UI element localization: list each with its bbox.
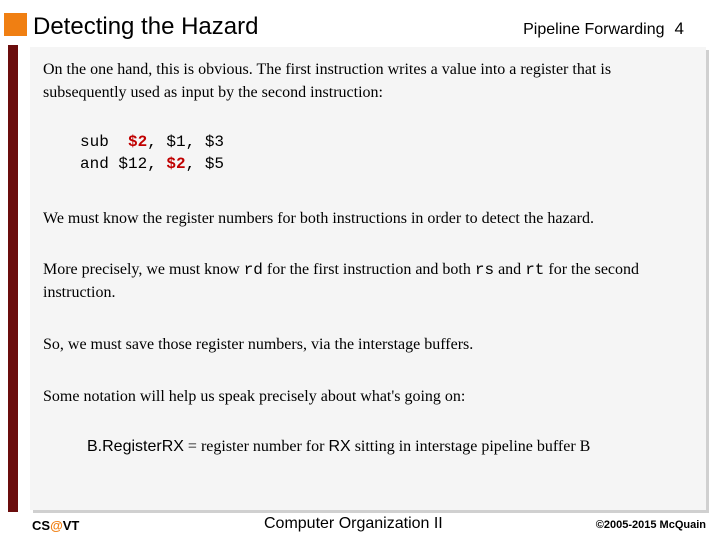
code-register-highlight: $2	[166, 155, 186, 173]
code-rd: rd	[243, 261, 263, 279]
section-title: Pipeline Forwarding	[523, 21, 665, 38]
page-number: 4	[674, 19, 684, 38]
paragraph-register-numbers: We must know the register numbers for both instructions in order to detect the hazard.	[43, 210, 595, 227]
text-run: for the first instruction and both	[262, 261, 475, 278]
text-run: and	[494, 261, 526, 278]
title-accent-square	[4, 13, 27, 36]
code-block	[80, 131, 224, 175]
sidebar-bar	[8, 45, 18, 512]
footer-copyright: ©2005-2015 McQuain	[595, 519, 706, 531]
text-run: for the second instruction.	[43, 261, 640, 301]
text-run: More precisely, we must know	[43, 261, 244, 278]
header-right	[523, 19, 684, 39]
paragraph-precisely	[43, 259, 698, 304]
footer-vt: VT	[62, 518, 80, 533]
footer-cs: CS	[32, 518, 51, 533]
notation-term: B.RegisterRX	[87, 438, 184, 455]
notation-text: sitting in interstage pipeline buffer B	[350, 438, 591, 455]
code-register-highlight: $2	[128, 133, 148, 151]
footer-left	[32, 518, 79, 533]
code-op: sub	[80, 133, 129, 151]
paragraph-save-registers: So, we must save those register numbers, via the interstage buffers.	[43, 336, 474, 353]
code-line-1	[80, 131, 224, 153]
footer-course-title: Computer Organization II	[264, 515, 443, 532]
content-panel	[30, 47, 706, 510]
notation-rx: RX	[328, 438, 351, 455]
slide-title: Detecting the Hazard	[33, 13, 259, 40]
notation-text: = register number for	[183, 438, 329, 455]
footer-at: @	[50, 518, 63, 533]
notation-definition	[87, 438, 590, 456]
code-line-2	[80, 153, 224, 175]
code-rest: , $1, $3	[147, 133, 225, 151]
code-op: and $12,	[80, 155, 167, 173]
code-rt: rt	[525, 261, 545, 279]
paragraph-notation: Some notation will help us speak precisely about what's going on:	[43, 388, 466, 405]
paragraph-intro: On the one hand, this is obvious. The first instruction writes a value into a register that is subsequently used as input by the second instruction:	[43, 61, 612, 101]
code-rest: , $5	[185, 155, 225, 173]
code-rs: rs	[474, 261, 495, 279]
